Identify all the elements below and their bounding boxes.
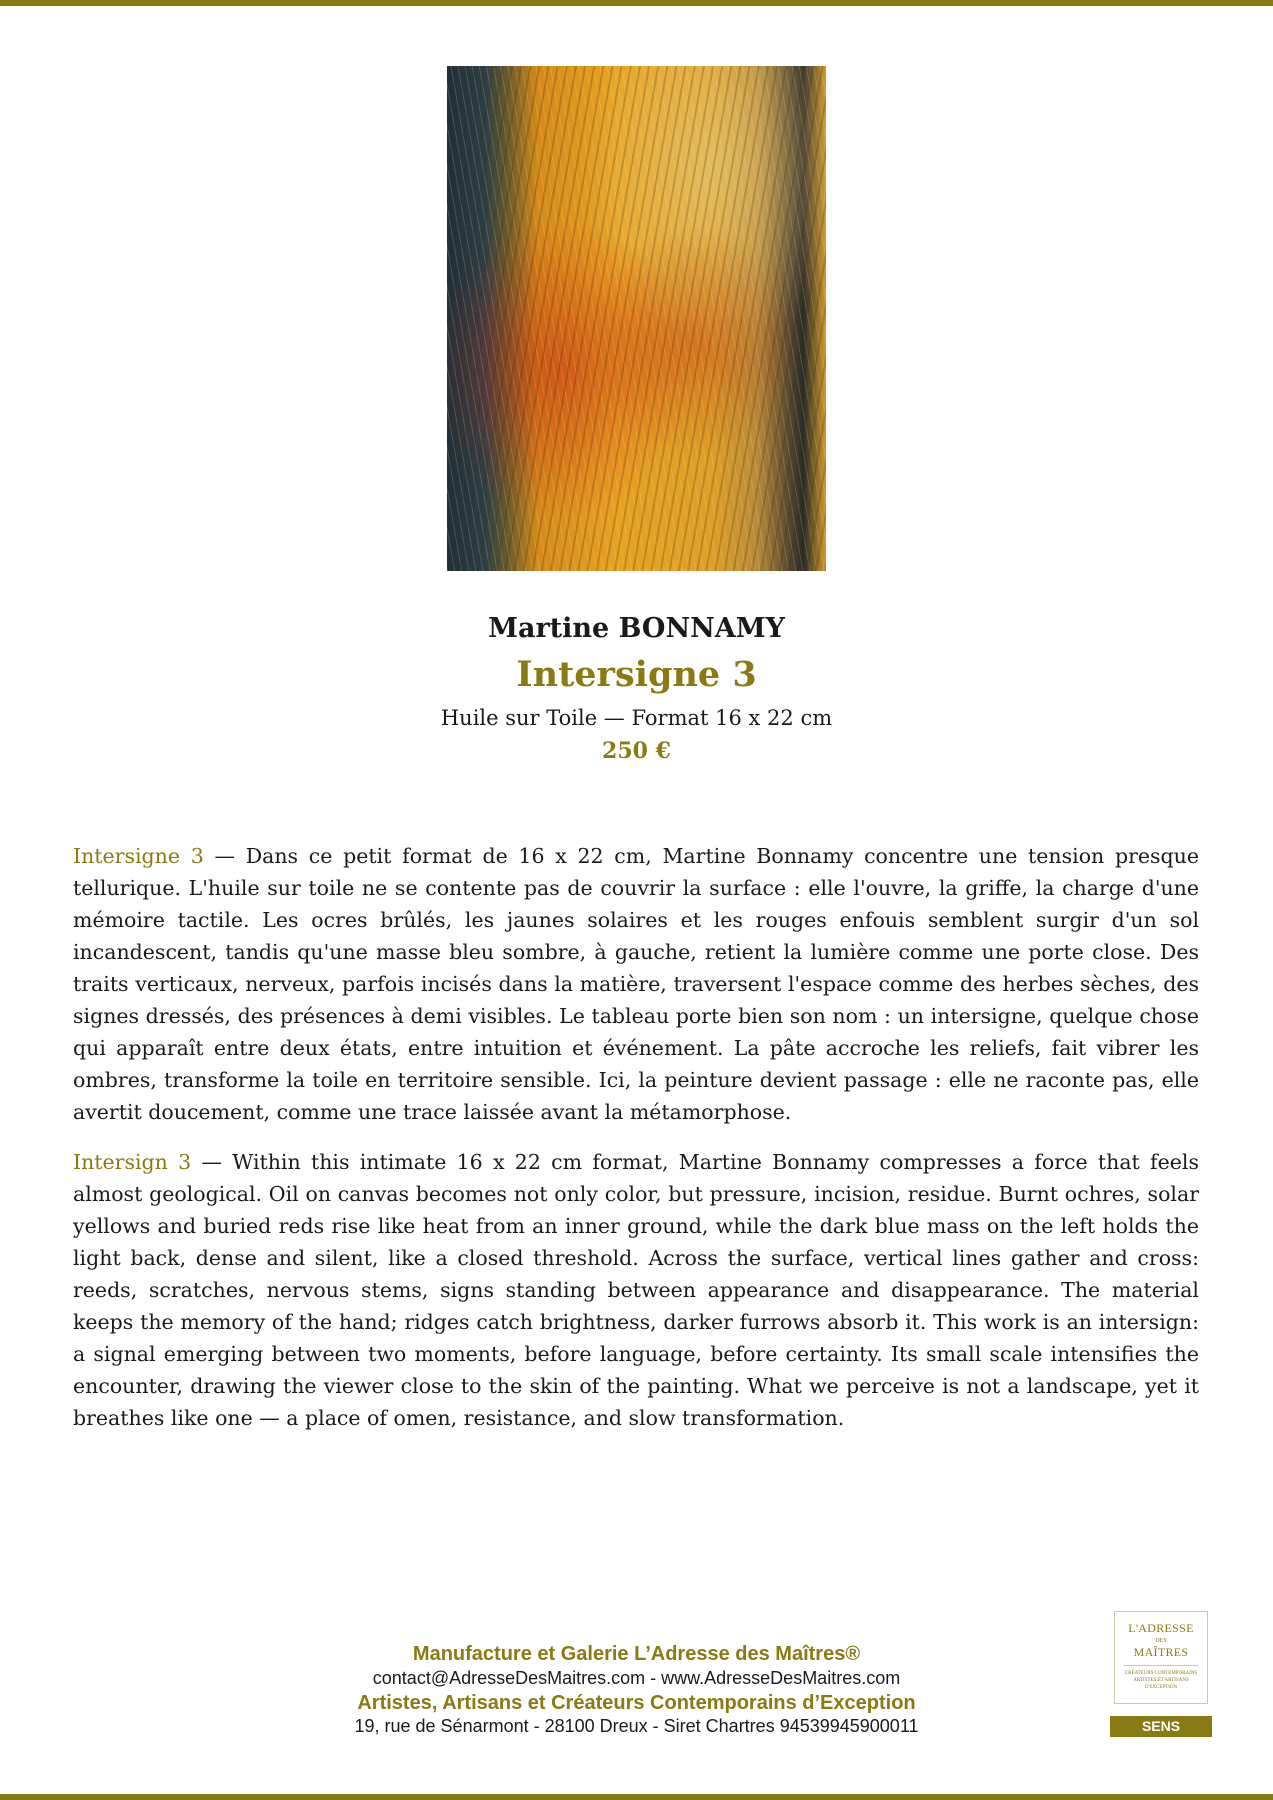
artwork-medium-format: Huile sur Toile — Format 16 x 22 cm (440, 706, 833, 730)
footer-address: 19, rue de Sénarmont - 28100 Dreux - Siret Chartres 94539945900011 (354, 1716, 919, 1736)
logo-divider (1124, 1665, 1198, 1666)
footer-tagline: Artistes, Artisans et Créateurs Contemporains d’Exception (357, 1692, 916, 1714)
artist-name: Martine BONNAMY (488, 613, 785, 644)
footer-gallery-name: Manufacture et Galerie L’Adresse des Maîtres® (412, 1643, 861, 1665)
logo-tagline: CRÉATEURS CONTEMPORAINS ARTISTES ET ARTISANS D'EXCEPTION (1124, 1671, 1198, 1690)
description-french (73, 840, 1199, 1128)
artwork-image (447, 66, 826, 571)
footer-contact: contact@AdresseDesMaitres.com - www.AdresseDesMaitres.com (372, 1668, 901, 1688)
description-french-body: — Dans ce petit format de 16 x 22 cm, Martine Bonnamy concentre une tension presque tellurique. L'huile sur toile ne se contente pas de couvrir la surface : elle l'ouvre, la griffe, la charge d'une mémoire tactile. Les ocres brûlés, les jaunes solaires et les rouges enfouis semblent surgir d'un sol incandescent, tandis qu'une masse bleu sombre, à gauche, retient la lumière comme une porte close. Des traits verticaux, nerveux, parfois incisés dans la matière, traversent l'espace comme des herbes sèches, des signes dressés, des présences à demi visibles. Le tableau porte bien son nom : un intersigne, quelque chose qui apparaît entre deux états, entre intuition et événement. La pâte accroche les reliefs, fait vibrer les ombres, transforme la toile en territoire sensible. Ici, la peinture devient passage : elle ne raconte pas, elle avertit doucement, comme une trace laissée avant la métamorphose. (73, 844, 1199, 1124)
description-english (73, 1146, 1199, 1434)
description-english-body: — Within this intimate 16 x 22 cm format, Martine Bonnamy compresses a force that feels almost geological. Oil on canvas becomes not only color, but pressure, incision, residue. Burnt ochres, solar yellows and buried reds rise like heat from an inner ground, while the dark blue mass on the left holds the light back, dense and silent, like a closed threshold. Across the surface, vertical lines gather and cross: reeds, scratches, nervous stems, signs standing between appearance and disappearance. The material keeps the memory of the hand; ridges catch brightness, darker furrows absorb it. This work is an intersign: a signal emerging between two moments, before language, before certainty. Its small scale intensifies the encounter, drawing the viewer close to the skin of the painting. What we perceive is not a landscape, yet it breathes like one — a place of omen, resistance, and slow transformation. (73, 1150, 1199, 1430)
artwork-title: Intersigne 3 (516, 654, 757, 695)
description-english-lead: Intersign 3 (73, 1150, 192, 1174)
logo-line-3: MAÎTRES (1133, 1645, 1189, 1659)
logo-line-2: DES (1155, 1638, 1167, 1644)
bottom-accent-bar (0, 1794, 1273, 1800)
sens-badge: SENS (1110, 1716, 1212, 1737)
artwork-price: 250 € (602, 738, 671, 764)
top-accent-bar (0, 0, 1273, 6)
gallery-logo (1114, 1611, 1208, 1704)
description-french-lead: Intersigne 3 (73, 844, 204, 868)
logo-line-1: L'ADRESSE (1128, 1621, 1194, 1635)
artwork-texture (447, 66, 826, 571)
